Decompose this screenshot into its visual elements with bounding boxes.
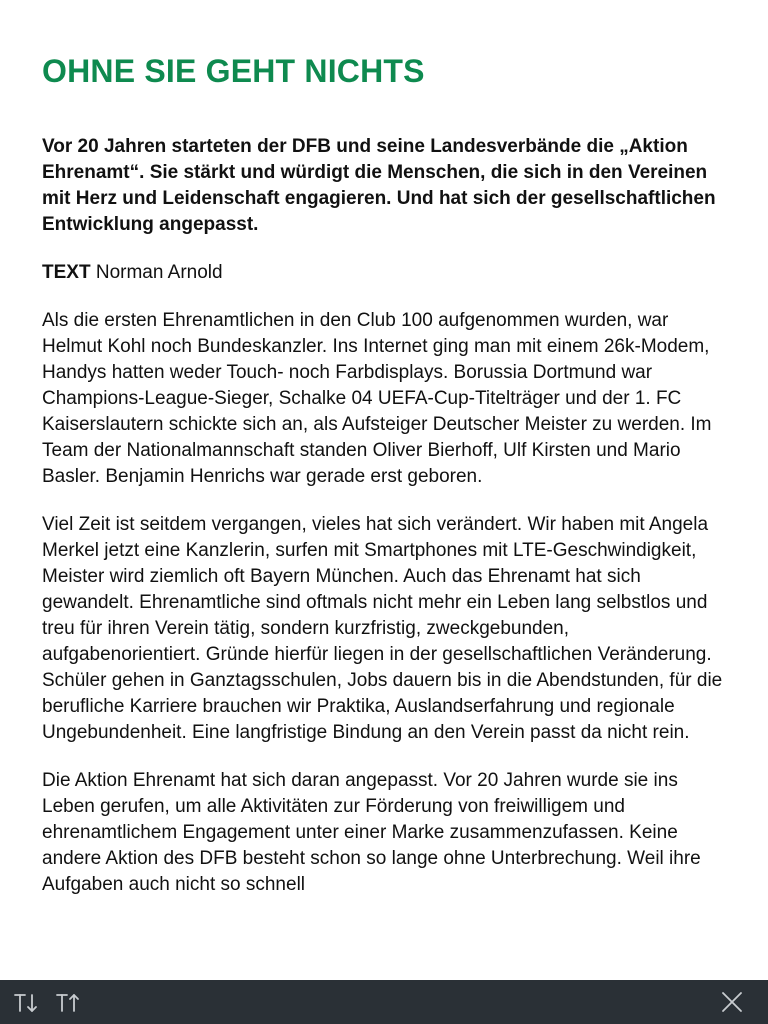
text-size-decrease-button[interactable] — [10, 986, 42, 1018]
byline — [42, 260, 732, 286]
close-icon — [717, 987, 747, 1017]
article — [42, 52, 732, 980]
article-title: OHNE SIE GEHT NICHTS — [42, 53, 425, 89]
byline-label: TEXT — [42, 262, 91, 283]
text-size-decrease-icon — [11, 987, 41, 1017]
reader-toolbar — [0, 980, 768, 1024]
text-size-increase-button[interactable] — [52, 986, 84, 1018]
article-paragraph: Viel Zeit ist seitdem vergangen, vieles hat sich verändert. Wir haben mit Angela Merkel jetzt eine Kanzlerin, surfen mit Smartphones mit LTE-Geschwindigkeit, Meister wird ziemlich oft Bayern München. Auch das Ehrenamt hat sich gewandelt. Ehrenamtliche sind oftmals nicht mehr ein Leben lang selbstlos und treu für ihren Verein tätig, sondern kurzfristig, zweckgebunden, aufgabenorientiert. Gründe hierfür liegen in der gesellschaftlichen Veränderung. Schüler gehen in Ganztagsschulen, Jobs dauern bis in die Abendstunden, für die berufliche Karriere brauchen wir Praktika, Auslandserfahrung und regionale Ungebundenheit. Eine langfristige Bindung an den Verein passt da nicht rein. — [42, 514, 723, 743]
byline-author: Norman Arnold — [95, 262, 223, 283]
close-button[interactable] — [716, 986, 748, 1018]
article-paragraph: Die Aktion Ehrenamt hat sich daran angepasst. Vor 20 Jahren wurde sie ins Leben gerufen, um alle Aktivitäten zur Förderung von freiwilligem und ehrenamtlichem Engagement unter einer Marke zusammenzufassen. Keine andere Aktion des DFB besteht schon so lange ohne Unterbrechung. Weil ihre Aufgaben auch nicht so schnell — [42, 770, 701, 895]
article-paragraph: Als die ersten Ehrenamtlichen in den Club 100 aufgenommen wurden, war Helmut Kohl noch Bundeskanzler. Ins Internet ging man mit einem 26k-Modem, Handys hatten weder Touch- noch Farbdisplays. Borussia Dortmund war Champions-League-Sieger, Schalke 04 UEFA-Cup-Titelträger und der 1. FC Kaiserslautern schickte sich an, als Aufsteiger Deutscher Meister zu werden. Im Team der Nationalmannschaft standen Oliver Bierhoff, Ulf Kirsten und Mario Basler. Benjamin Henrichs war gerade erst geboren. — [42, 310, 712, 487]
article-lead: Vor 20 Jahren starteten der DFB und seine Landesverbände die „Aktion Ehrenamt“. Sie stärkt und würdigt die Menschen, die sich in den Vereinen mit Herz und Leidenschaft engagieren. Und hat sich der gesellschaftlichen Entwicklung angepasst. — [42, 136, 716, 235]
text-size-increase-icon — [53, 987, 83, 1017]
